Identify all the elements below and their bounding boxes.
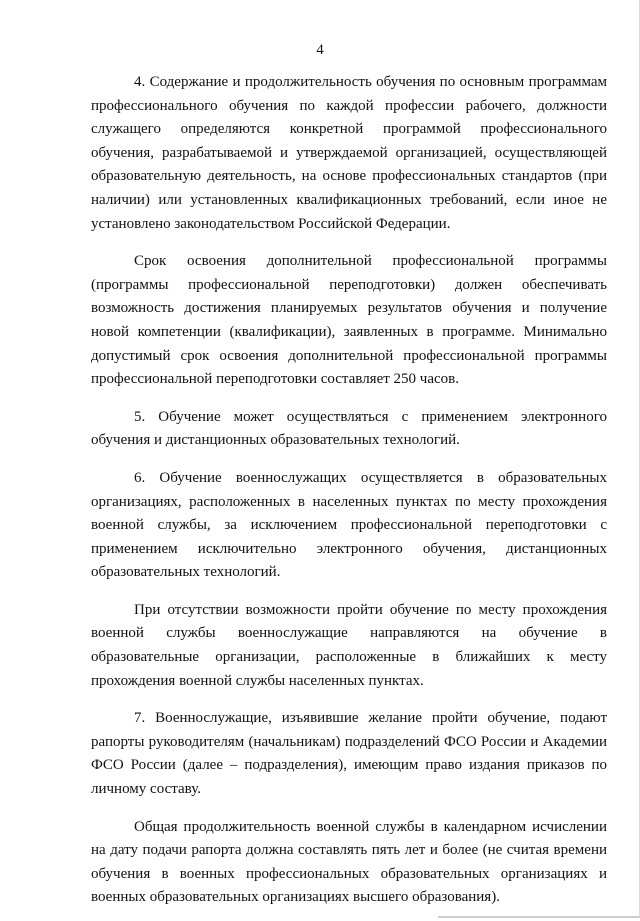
paragraph-program-duration: Срок освоения дополнительной профессиональной программы (программы профессиональной переподготовки) должен обеспечивать возможность достижения планируемых результатов обучения и получение новой компетенции (квалификации), заявленных в программе. Минимально допустимый срок освоения дополнительной профессиональной программы профессиональной переподготовки составляет 250 часов.: [91, 253, 607, 388]
document-body: [91, 71, 607, 921]
paragraph-item-5: 5. Обучение может осуществляться с применением электронного обучения и дистанционных образовательных технологий.: [91, 408, 607, 449]
page-number: 4: [316, 42, 324, 58]
paragraph-item-6: 6. Обучение военнослужащих осуществляется в образовательных организациях, расположенных в населенных пунктах по месту прохождения военной службы, за исключением профессиональной переподготовки с применением исключительно электронного обучения, дистанционных образовательных технологий.: [91, 469, 607, 581]
paragraph-item-4: 4. Содержание и продолжительность обучения по основным программам профессионального обучения по каждой профессии рабочего, должности служащего определяются конкретной программой профессионального обучения, разрабатываемой и утверждаемой организацией, осуществляющей образовательную деятельность, на основе профессиональных стандартов (при наличии) или установленных квалификационных требований, если иное не установлено законодательством Российской Федерации.: [91, 74, 607, 232]
paragraph-nearest-location: При отсутствии возможности пройти обучение по месту прохождения военной службы военнослужащие направляются на обучение в образовательные организации, расположенные в ближайших к месту прохождения военной службы населенных пунктах.: [91, 601, 607, 689]
paragraph-service-length: Общая продолжительность военной службы в календарном исчислении на дату подачи рапорта должна составлять пять лет и более (не считая времени обучения в военных профессиональных образовательных организациях и военных образовательных организациях высшего образования).: [91, 818, 607, 906]
paragraph-item-7: 7. Военнослужащие, изъявившие желание пройти обучение, подают рапорты руководителям (начальникам) подразделений ФСО России и Академии ФСО России (далее – подразделения), имеющим право издания приказов по личному составу.: [91, 710, 607, 798]
